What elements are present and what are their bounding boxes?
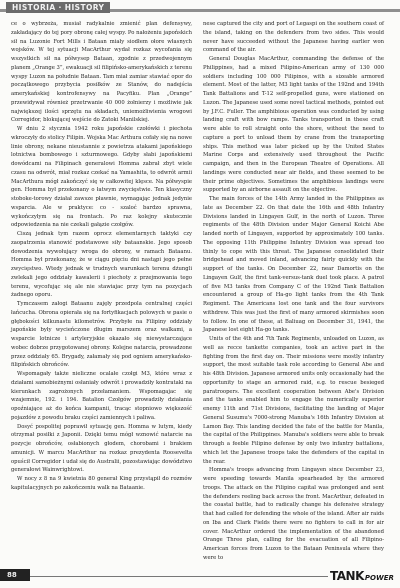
paragraph: General Douglas MacArthur, commanding the defense of the Philippines, had a mixed Filipino-American army of 130 000 soldiers including 100 000 Filipinos, with a sizeable armored element. Most of the latter, M3 light tanks of the 192nd and 194th Tank Battalions and T-12 self-propelled guns, were stationed on Luzon. The Japanese used some novel tactical methods, pointed out by J.F.C. Fuller. The amphibious operation was conducted by using landing craft with bow ramps. Tanks transported in these craft were able to roll straight onto the shore, without the need to capture a port to unload them by crane from the transporting ships. This method was later picked up by the United States Marine Corps and extensively used throughout the Pacific campaign, and then in the European Theatre of Operations. All landings were conducted near air fields, and these seemed to be their prime objectives. Sometimes the amphibious landings were supported by an airborne assault on the objective.: [203, 56, 384, 194]
paragraph: Units of the 4th and 7th Tank Regiments, unloaded on Luzon, as well as recce tankette companies, took an active part in the fighting from the first day on. Their missions were mostly infantry support, the most suitable task role according to General Abe and his 48th Division. Japanese armored units only occasionally had the opportunity to stage an armored raid, e.g. to rescue besieged paratroopers. The excellent cooperation between Abe's Division and the tanks enabled him to engage the numerically superior enemy 11th and 71st Divisions, facilitating the landing of Major General Susumu's 7000-strong Manuba's 16th Infantry Division at Lamon Bay. This landing decided the fate of the battle for Manila, the capital of the Philippines. Manuba's soldiers were able to break through a feeble Filipino defense by only two infantry battalions, which let the Japanese troops take the defenders of the capital in the rear.: [203, 336, 384, 465]
section-label: HISTORIA · HISTORY: [6, 2, 110, 13]
footer-divider: [30, 576, 328, 577]
paragraph: Homma's troops advancing from Lingayen since December 23, were speeding towards Manila spearheaded by the armored troops. The attack on the Filipino capital was prolonged and sent the defenders reeling back across the front. MacArthur, defeated in the coastal battle, had to radically change his defensive strategy that had called for defending the whole of the island. After air raids on Iba and Clark Fields there were no fighters to call in for air cover. MacArthur ordered the implementation of the abandoned Orange Three plan, calling for the evacuation of all Filipino-American forces from Luzon to the Bataan Peninsula where they were to: [203, 467, 384, 561]
paragraph: Tymczasem załogi Bataanu zajęły przedpola centralnej części łańcucha. Obrona opierała się na fortyfikacjach polowych w pasie o głębokości kilkunastu kilometrów. Przybyłe na Filipiny oddziały japońskie były wycieńczone długim marszem oraz walkami, a wsparcie lotnicze i artyleryjskie okazało się niewystarczające wobec dobrze przygotowanej obrony. Kolejne natarcia, prowadzone przez oddziały 65. Brygady, załamały się pod ogniem amerykańsko-filipińskich obrońców.: [11, 301, 192, 369]
header-bar: [0, 0, 400, 14]
paragraph: W dniu 2 stycznia 1942 roku japońskie czołówki i piechota wkroczyły do stolicy Filipin. Wojska Mac Arthura cofały się na nowe linie obrony, nekane nieustannie z powietrza atakami japońskiego lotnictwa bombowego i szturmowego. Gdyby słabi japońskiemi dowódcami na Filipinach generalowi Homma zabrał zbyt wiele czasu na odwrót, miał rozkaz czekać na Yamashita, to odwrót armii MacArthura mógł zakończyć się w całkowitej klęsce. Na półwyspie gen. Homma był przekonany o łatwym zwycięstwie. Ten klasyczny stoboke-torowy działał zawsze pławnie, wymagając jednak jedynie wsparcia. Ale w praktyce: co - szaloć bardzo sprawna, wykończyłym się na frontach. Po raz kolejny skutecznie odpowiedzenia na nie czekali gałązie czołgów.: [11, 126, 192, 229]
logo-word: TANK: [330, 569, 364, 583]
paragraph: nese captured the city and port of Legaspi on the southern coast of the island, taking on the defenders from two sides. This would never have succeeded without the Japanese having earlier won command of the air.: [203, 21, 384, 54]
polish-text-column: [11, 20, 192, 550]
paragraph: Ciszą jednak tym razem oprocz elementarnych taktyki czy zaopatrzenia stanowić podstawowe siły bataanskie. Jego sposob dowodzenia wywołujący wroga do obrony, w ramach Bataanu. Homma był przekonany, że w ciągu pięciu dni nastąpi jego pełne zwycięstwo. Wtedy jednak w trudnych warunkach terenu dżungli zwlekali jego oddziały kawalerii i piechoty z przejmowania tego terenu, wycofując się ale nie stawiajac przy tym na pozycjach żadnego oporu.: [11, 231, 192, 299]
paragraph: Wspomagały także nieliczne ocalałe czołgi M3, które wraz z działami samobieżnymi osłaniały odwrót i prowadziły kontrataki na kierunkach zagrożonych przełamaniem. Wspomagajac się wzajemnie, 192. i 194. Batalion Czołgów prowadziły działania opoźniające aż do końca kampanii, tracąc stopniowo większość pojazdów z powodu braku części zamiennych i paliwa.: [11, 371, 192, 421]
english-text-column: [203, 20, 384, 561]
page-number: 88: [0, 569, 30, 581]
logo-suffix: POWER: [364, 574, 394, 582]
tank-power-logo: [330, 565, 394, 581]
page-footer: [0, 560, 400, 588]
paragraph: W nocy z 8 na 9 kwietnia 80 generał King przystąpił do rozmów kapitulacyjnych po zakończeniu walk na Bataanie.: [11, 476, 192, 491]
paragraph: ce o wybrzeża, musiał radykalnie zmienić plan defensywy, zakładający do tej pory obronę całej wyspy. Po nałożeniu japońskich sił na Luzonie Fort Mills i Bataan miały siodłem ołore własnych wojsków. W tej sytuacji MacArthur wydał rozkaz wycofania się wszystkich sił na półwysep Bataan, zgodnie z przedwojennym planem „Orange 3”, ewakuacji sil filipińsko-amerykańskich z terenu wyspy Luzon na południe Bataan. Tam miał zamiar stawiać opor do początkowego przybycia posiłków ze Stanów, do nadejścia amerykańskiej kontrofensywy na Pacyfiku. Plan „Orange” przewidywał również przetrwanie 40 000 żołnierzy i możliwie jak największej ilości sprzętu na składach, uniemożliwienia wrogowi Corregidor, blokującej wejście do Zatoki Manilskiej.: [11, 21, 192, 124]
paragraph: The main forces of the 14th Army landed in the Philippines as late as December 22. On that date the 16th and 48th Infantry Divisions landed in Lingayen Gulf, in the north of Luzon. Three regiments of the 48th Division under Major General Koichi Abe landed north of Lingayen, supported by approximately 100 tanks. The opposing 11th Philippine Infantry Division was spread too thinly to cope with this threat. The Japanese consolidated their bridgehead and moved inland, advancing fairly quickly with the support of the tanks. On December 22, near Damortis on the Lingayen Gulf, the first tank-versus-tank duel took place. A patrol of five M3 tanks from Company C of the 192nd Tank Battalion encountered a group of Ha-go light tanks from the 4th Tank Regiment. The Americans lost one tank and the four survivors withdrew. This was just the first of many armored skirmishes soon to follow. In one of these, at Baliuag on December 31, 1941, the Japanese lost eight Ha-go tanks.: [203, 196, 384, 334]
paragraph: Dosyć pospolitej poprawił sytuację gen. Homma w lutym, kiedy otrzymał posiłki z Japonii. Dzięki temu mógł wznowić natarcie na pozycje obrońców, osłabionych głodem, chorobami i brakiem amunicji. W marcu MacArthur na rozkaz prezydenta Roosevelta opuścił Corregidor i udał się do Australii, pozostawiając dowództwo generałowi Wainwrightowi.: [11, 423, 192, 474]
